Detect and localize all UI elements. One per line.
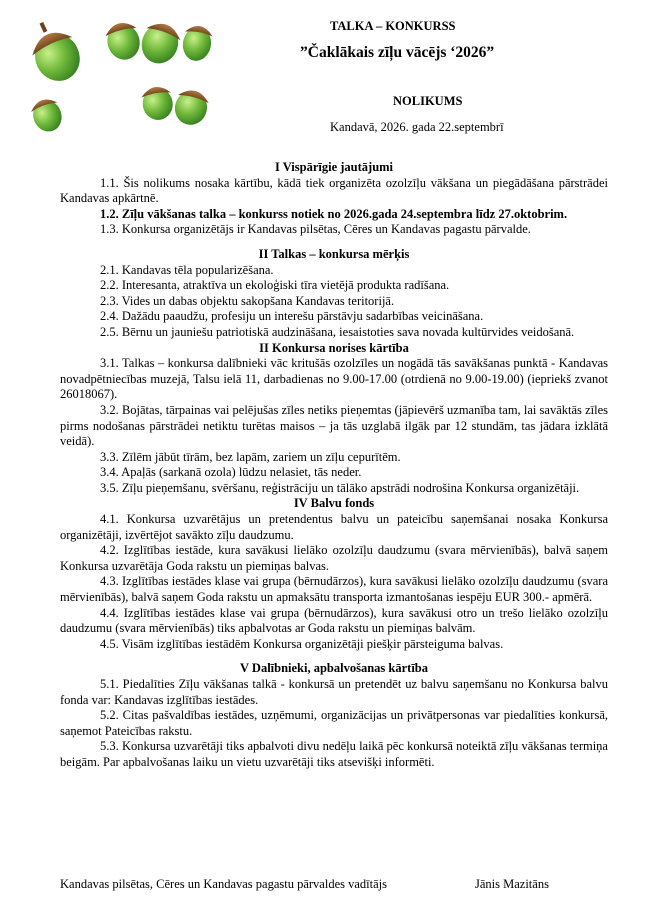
paragraph: 5.3. Konkursa uzvarētāji tiks apbalvoti divu nedēļu laikā pēc konkursā noteiktā zīļu vākšanas termiņa beigām. Par apbalvošanas laiku un vietu uzvarētāji tiks atsevišķi informēti. bbox=[60, 739, 608, 769]
paragraph: 3.4. Apaļās (sarkanā ozola) lūdzu nelasiet, tās neder. bbox=[100, 465, 362, 480]
section-heading: II Konkursa norises kārtība bbox=[259, 340, 409, 355]
paragraph: 3.1. Talkas – konkursa dalībnieki vāc kritušās ozolzīles un nogādā tās savākšanas punktā - Kandavas novadpētniecības muzejā, Talsu ielā 11, darbadienas no 9.00-17.00 (otrdienā no 9.00-19.00) (iepriekš zvanot 26018067). bbox=[60, 356, 608, 402]
paragraph: 1.3. Konkursa organizētājs ir Kandavas pilsētas, Cēres un Kandavas pagastu pārvalde. bbox=[100, 222, 531, 237]
list-item: 2.4. Dažādu paaudžu, profesiju un interešu pārstāvju sadarbības veicināšana. bbox=[100, 309, 484, 324]
paragraph: 3.3. Zīlēm jābūt tīrām, bez lapām, zariem un zīļu cepurītēm. bbox=[100, 449, 401, 464]
paragraph: 4.3. Izglītības iestādes klase vai grupa (bērnudārzos), kura savākusi lielāko ozolzīļu daudzumu (svara mērvienībās), balvā saņem Goda rakstu un apmaksātu transporta izmantošanas iespēju EUR 300.- apmērā. bbox=[60, 574, 608, 605]
section-heading: II Talkas – konkursa mērķis bbox=[258, 246, 410, 261]
acorn-icon bbox=[22, 14, 87, 89]
section-heading: V Dalībnieki, apbalvošanas kārtība bbox=[239, 661, 429, 676]
paragraph: 5.2. Citas pašvaldības iestādes, uzņēmumi, organizācijas un privātpersonas var piedalīties konkursā, saņemot Pateicības rakstu. bbox=[60, 708, 608, 738]
paragraph: 4.2. Izglītības iestāde, kura savākusi lielāko ozolzīļu daudzumu (svara mērvienībās), balvā saņem Konkursa uzvarētāja Goda rakstu un piemiņas balvas. bbox=[60, 543, 608, 573]
signer-role: Kandavas pilsētas, Cēres un Kandavas pagastu pārvaldes vadītājs bbox=[60, 877, 387, 891]
signer-name: Jānis Mazitāns bbox=[475, 877, 549, 891]
list-item: 2.3. Vides un dabas objektu sakopšana Kandavas teritorijā. bbox=[100, 293, 395, 308]
acorn-icon bbox=[180, 24, 214, 63]
acorn-icon bbox=[136, 19, 184, 69]
rules-label: NOLIKUMS bbox=[393, 94, 463, 108]
list-item: 2.2. Interesanta, atraktīva un ekoloģiski tīra vietējā produkta radīšana. bbox=[100, 278, 450, 293]
list-item: 2.1. Kandavas tēla popularizēšana. bbox=[100, 262, 274, 277]
section-heading: IV Balvu fonds bbox=[293, 496, 375, 511]
section-heading: I Vispārīgie jautājumi bbox=[274, 160, 394, 174]
paragraph: 5.1. Piedalīties Zīļu vākšanas talkā - konkursā un pretendēt uz balvu saņemšanu no Konkursa balvu fonda var: Kandavas izglītības iestādes. bbox=[60, 677, 608, 707]
paragraph: 4.5. Visām izglītības iestādēm Konkursa organizētāji piešķir pārsteiguma balvas. bbox=[100, 636, 504, 651]
acorn-icon bbox=[140, 85, 175, 123]
document-subtitle: ”Čaklākais zīļu vācējs ‘2026” bbox=[300, 44, 495, 61]
acorn-icon bbox=[103, 19, 143, 63]
date-line: Kandavā, 2026. gada 22.septembrī bbox=[330, 120, 504, 134]
paragraph: 1.2. Zīļu vākšanas talka – konkurss notiek no 2026.gada 24.septembra līdz 27.oktobrim. bbox=[100, 206, 568, 221]
paragraph: 3.2. Bojātas, tārpainas vai pelējušas zīles netiks pieņemtas (jāpievērš uzmanība tam, lai savāktās zīles pirms nodošanas pārstrādei netiktu turētas maisos – ja tās uzglabā ilgāk par 12 stundām, tas jādara izklātā veidā). bbox=[60, 402, 608, 449]
document-body bbox=[60, 160, 608, 771]
list-item: 2.5. Bērnu un jauniešu patriotiskā audzināšana, iesaistoties sava novada kultūrvides veidošanā. bbox=[100, 324, 575, 339]
paragraph: 1.1. Šis nolikums nosaka kārtību, kādā tiek organizēta ozolzīļu vākšana un piegādāšana pārstrādei Kandavas apkārtnē. bbox=[60, 175, 608, 206]
document-title: TALKA – KONKURSS bbox=[330, 19, 456, 33]
acorn-icon bbox=[171, 87, 211, 129]
paragraph: 4.4. Izglītības iestādes klase vai grupa (bērnudārzos), kura savākusi otro un trešo lielāko ozolzīļu daudzumu (svara mērvienībās) tiks apbalvotas ar Goda rakstu un piemiņas balvām. bbox=[60, 605, 608, 636]
acorns-illustration bbox=[22, 8, 227, 133]
paragraph: 4.1. Konkursa uzvarētājus un pretendentus balvu un pateicību saņemšanai nosaka Konkursa organizētāji, izvērtējot savākto zīļu daudzumu. bbox=[60, 512, 608, 542]
acorn-icon bbox=[29, 95, 66, 133]
paragraph: 3.5. Zīļu pieņemšanu, svēršanu, reģistrāciju un tālāko apstrādi nodrošina Konkursa organizētāji. bbox=[100, 480, 580, 495]
